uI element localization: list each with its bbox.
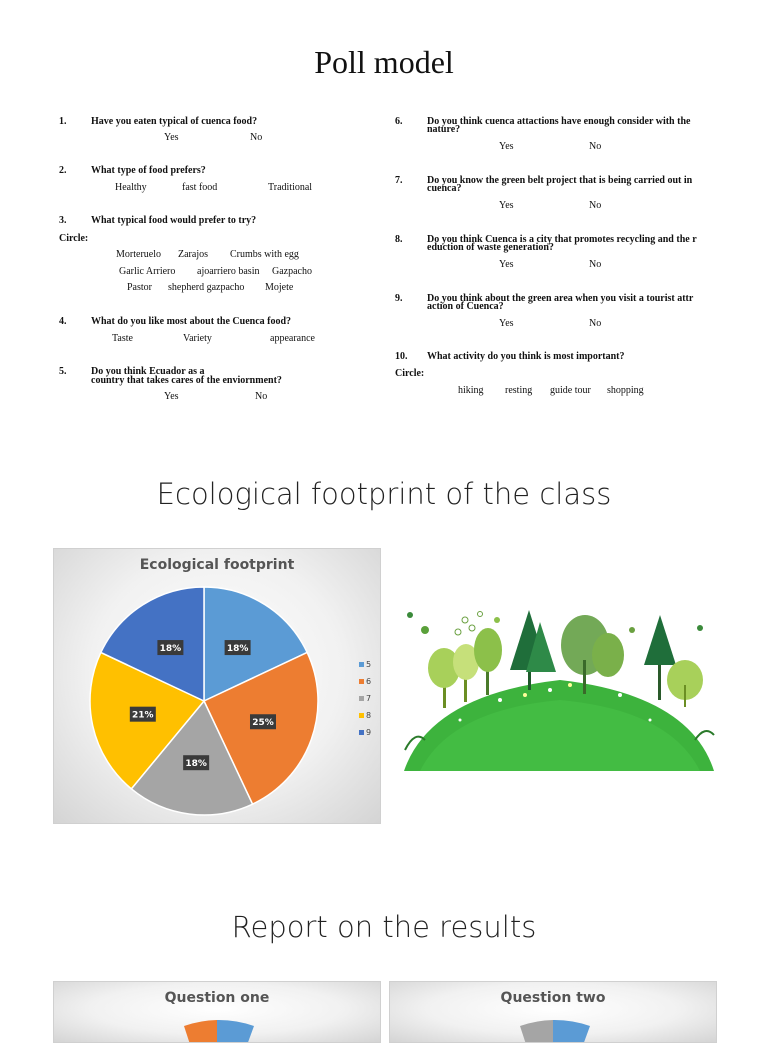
question-number: 1.	[59, 116, 67, 127]
option: Yes	[164, 391, 179, 402]
circle-label: Circle:	[395, 368, 425, 379]
legend-item-7	[359, 694, 371, 703]
legend-item-5	[359, 660, 371, 669]
option: Yes	[499, 318, 514, 329]
question-number: 10.	[395, 351, 408, 362]
question-text-line1: Do you think Cuenca is a city that promotes recycling and the r	[427, 234, 697, 245]
option: Taste	[112, 333, 133, 344]
chart-title: Question two	[500, 990, 606, 1006]
option: Morteruelo	[116, 249, 161, 260]
pie-slice	[184, 1020, 217, 1042]
question-text-line2: cuenca?	[427, 183, 462, 194]
footprint-heading: Ecological footprint of the class	[156, 477, 612, 511]
question-number: 3.	[59, 215, 67, 226]
option: ajoarriero basin	[197, 266, 260, 277]
pie-slice	[520, 1020, 553, 1042]
green-earth-trees-icon	[400, 600, 718, 772]
legend-label: 5	[366, 660, 372, 669]
option: No	[589, 318, 602, 329]
question-number: 5.	[59, 366, 67, 377]
pie-slice	[217, 1020, 254, 1042]
data-label-7	[183, 755, 209, 770]
question-text: What activity do you think is most important?	[427, 351, 625, 362]
question-two-chart	[389, 981, 717, 1043]
question-text: What typical food would prefer to try?	[91, 215, 257, 226]
option: Yes	[499, 200, 514, 211]
footprint-chart	[53, 548, 381, 824]
legend-label: 9	[366, 728, 372, 737]
legend-label: 6	[366, 677, 372, 686]
circle-label: Circle:	[59, 233, 89, 244]
option: No	[250, 132, 263, 143]
option: No	[589, 259, 602, 270]
question-text-line2: country that takes cares of the enviornment?	[91, 375, 282, 386]
question-text-line2: action of Cuenca?	[427, 301, 504, 312]
report-heading: Report on the results	[231, 910, 537, 944]
legend-item-8	[359, 711, 371, 720]
question-text-line1: Do you think about the green area when you visit a tourist attr	[427, 293, 694, 304]
option: shopping	[607, 385, 644, 396]
legend-swatch	[359, 679, 364, 684]
chart-title: Ecological footprint	[139, 557, 295, 573]
option: appearance	[270, 333, 315, 344]
pie-slice	[553, 1020, 590, 1042]
question-text: What type of food prefers?	[91, 165, 206, 176]
legend-label: 8	[366, 711, 372, 720]
question-text: Have you eaten typical of cuenca food?	[91, 116, 258, 127]
data-label-text: 21%	[132, 710, 154, 721]
option: No	[255, 391, 268, 402]
question-text-line1: Do you think cuenca attactions have enough consider with the	[427, 116, 691, 127]
data-label-text: 18%	[159, 644, 182, 655]
legend-item-6	[359, 677, 371, 686]
pie-chart	[54, 549, 380, 823]
option: hiking	[458, 385, 484, 396]
question-number: 4.	[59, 316, 67, 327]
option: Yes	[499, 259, 514, 270]
option: Pastor	[127, 282, 152, 293]
question-text-line1: Do you know the green belt project that is being carried out in	[427, 175, 693, 186]
option: shepherd gazpacho	[168, 282, 245, 293]
data-label-text: 25%	[252, 718, 274, 729]
question-text-line2: nature?	[427, 124, 461, 135]
legend-swatch	[359, 696, 364, 701]
question-text: What do you like most about the Cuenca food?	[91, 316, 292, 327]
data-label-5	[225, 640, 251, 655]
question-number: 8.	[395, 234, 403, 245]
option: Zarajos	[178, 249, 208, 260]
data-label-9	[157, 640, 183, 655]
option: resting	[505, 385, 533, 396]
question-text-line1: Do you think Ecuador as a	[91, 366, 205, 377]
option: No	[589, 141, 602, 152]
question-number: 9.	[395, 293, 403, 304]
data-label-text: 18%	[226, 644, 249, 655]
question-one-chart	[53, 981, 381, 1043]
legend-swatch	[359, 730, 364, 735]
option: Mojete	[265, 282, 294, 293]
question-number: 7.	[395, 175, 403, 186]
question-number: 6.	[395, 116, 403, 127]
option: No	[589, 200, 602, 211]
data-label-6	[250, 714, 276, 729]
chart-title: Question one	[164, 990, 270, 1006]
option: fast food	[182, 182, 218, 193]
pie-chart-partial	[54, 982, 380, 1042]
option: Gazpacho	[272, 266, 312, 277]
legend-label: 7	[366, 694, 372, 703]
legend-swatch	[359, 662, 364, 667]
option: Yes	[164, 132, 179, 143]
legend-item-9	[359, 728, 371, 737]
legend-swatch	[359, 713, 364, 718]
option: Healthy	[115, 182, 147, 193]
option: Yes	[499, 141, 514, 152]
question-text-line2: eduction of waste generation?	[427, 242, 554, 253]
data-label-8	[130, 707, 156, 722]
option: Crumbs with egg	[230, 249, 299, 260]
poll-title: Poll model	[314, 44, 454, 80]
data-label-text: 18%	[185, 759, 207, 770]
pie-chart-partial	[390, 982, 716, 1042]
option: Traditional	[268, 182, 313, 193]
option: Garlic Arriero	[119, 266, 176, 277]
question-number: 2.	[59, 165, 67, 176]
option: guide tour	[550, 385, 591, 396]
option: Variety	[183, 333, 212, 344]
